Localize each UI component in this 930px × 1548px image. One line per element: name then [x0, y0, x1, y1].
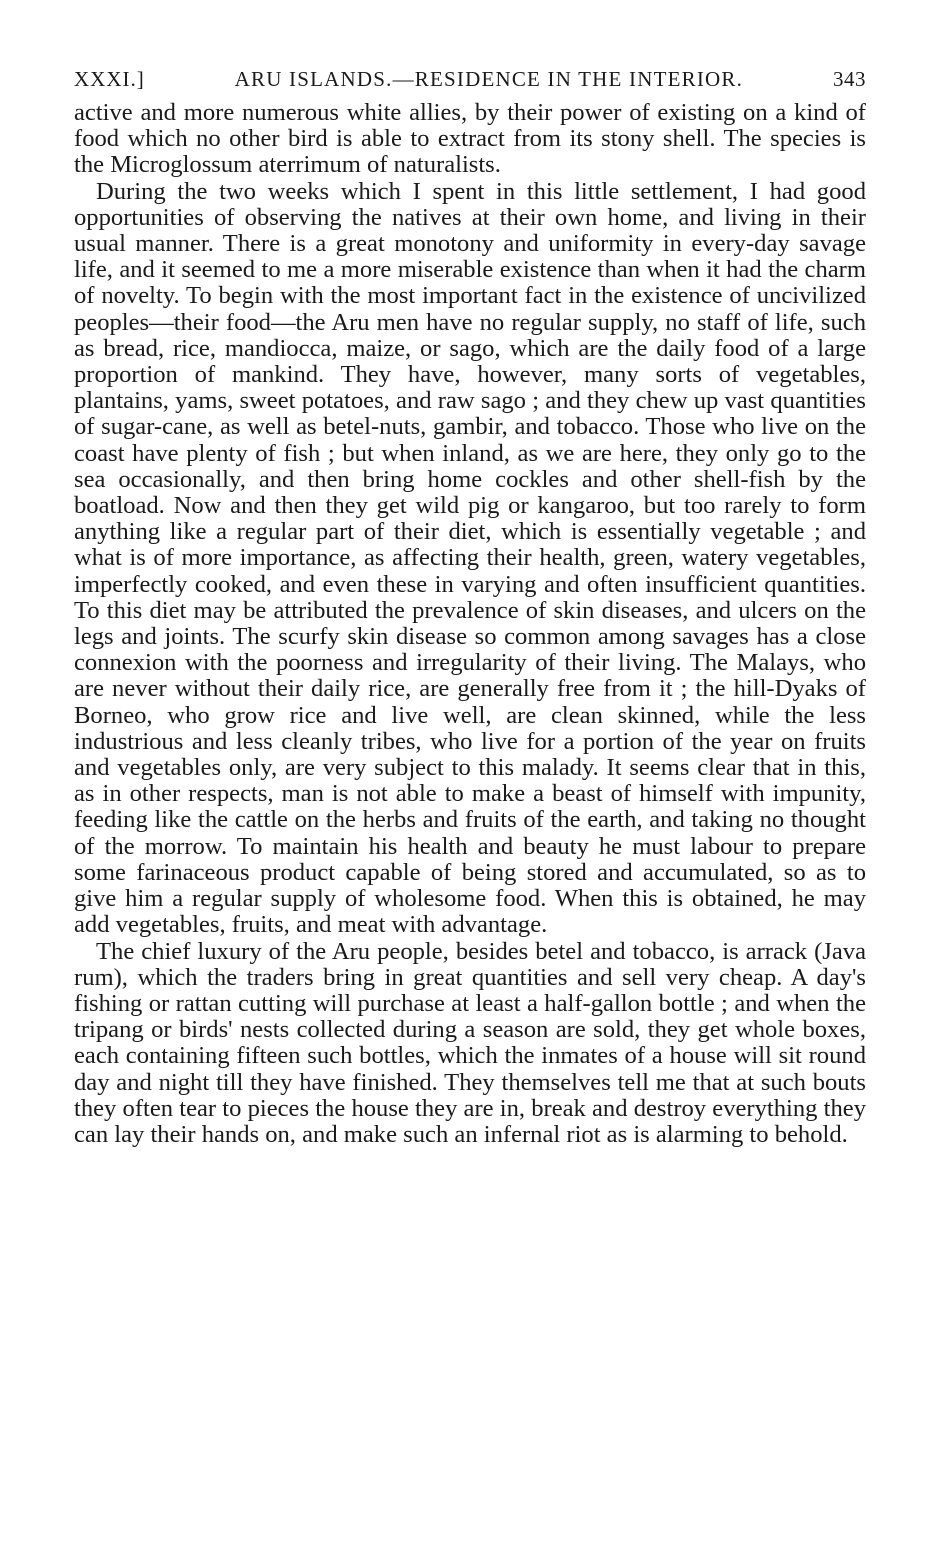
paragraph-continuation: active and more numerous white allies, by their power of existing on a kind of food which no other bird is able to extract from its stony shell. The species is the Microglossum aterrimum of naturalists. [74, 99, 866, 179]
body-text [74, 100, 866, 1148]
chapter-number: XXXI.] [74, 67, 145, 91]
paragraph-diet: During the two weeks which I spent in this little settlement, I had good opportunities of observing the natives at their own home, and living in their usual manner. There is a great monotony and uniformity in every-day savage life, and it seemed to me a more miserable existence than when it had the charm of novelty. To begin with the most important fact in the existence of uncivilized peoples—their food—the Aru men have no regular supply, no staff of life, such as bread, rice, mandiocca, maize, or sago, which are the daily food of a large proportion of mankind. They have, however, many sorts of vegetables, plantains, yams, sweet potatoes, and raw sago ; and they chew up vast quantities of sugar-cane, as well as betel-nuts, gambir, and tobacco. Those who live on the coast have plenty of fish ; but when inland, as we are here, they only go to the sea occasionally, and then bring home cockles and other shell-fish by the boatload. Now and then they get wild pig or kangaroo, but too rarely to form anything like a regular part of their diet, which is essentially vegetable ; and what is of more importance, as affecting their health, green, watery vegetables, imperfectly cooked, and even these in varying and often insufficient quantities. To this diet may be attributed the prevalence of skin diseases, and ulcers on the legs and joints. The scurfy skin disease so common among savages has a close connexion with the poorness and irregularity of their living. The Malays, who are never without their daily rice, are generally free from it ; the hill-Dyaks of Borneo, who grow rice and live well, are clean skinned, while the less industrious and less cleanly tribes, who live for a portion of the year on fruits and vegetables only, are very subject to this malady. It seems clear that in this, as in other respects, man is not able to make a beast of himself with impunity, feeding like the cattle on the herbs and fruits of the earth, and taking no thought of the morrow. To maintain his health and beauty he must labour to prepare some farinaceous product capable of being stored and accumulated, so as to give him a regular supply of wholesome food. When this is obtained, he may add vegetables, fruits, and meat with advantage. [74, 177, 866, 939]
book-page [74, 58, 866, 1148]
running-head [74, 58, 866, 100]
paragraph-arrack: The chief luxury of the Aru people, besides betel and tobacco, is arrack (Java rum), which the traders bring in great quantities and sell very cheap. A day's fishing or rattan cutting will purchase at least a half-gallon bottle ; and when the tripang or birds' nests collected during a season are sold, they get whole boxes, each containing fifteen such bottles, which the inmates of a house will sit round day and night till they have finished. They themselves tell me that at such bouts they often tear to pieces the house they are in, break and destroy everything they can lay their hands on, and make such an infernal riot as is alarming to behold. [74, 937, 866, 1148]
running-title: ARU ISLANDS.—RESIDENCE IN THE INTERIOR. [234, 67, 744, 91]
page-number: 343 [832, 67, 866, 91]
